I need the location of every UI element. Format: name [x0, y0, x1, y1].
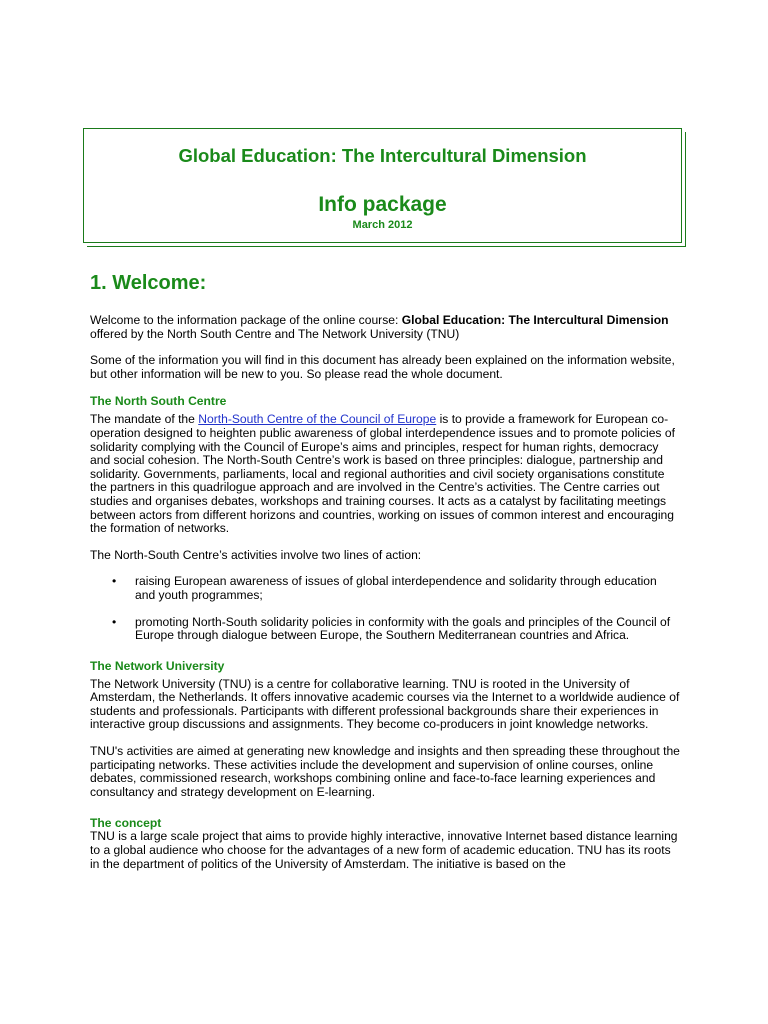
concept-paragraph: TNU is a large scale project that aims to provide highly interactive, innovative Internet based distance learning to a global audience who choose for the advantages of a new form of academic education. TNU has its roots in the department of politics of the University of Amsterdam. The initiative is based on the — [90, 829, 678, 871]
title-box — [83, 128, 682, 243]
north-south-mandate-paragraph — [90, 413, 680, 535]
list-item-text: promoting North-South solidarity policies in conformity with the goals and principles of the Council of Europe through dialogue between Europe, the Southern Mediterranean countries and Africa. — [135, 614, 671, 643]
lines-of-action-intro: The North-South Centre’s activities involve two lines of action: — [90, 547, 422, 562]
welcome-heading: 1. Welcome: — [90, 272, 207, 294]
course-title: Global Education: The Intercultural Dimension — [178, 145, 587, 166]
list-item-text: raising European awareness of issues of global interdependence and solidarity through education and youth programmes; — [135, 574, 657, 602]
bullet-icon: • — [112, 574, 117, 589]
welcome-intro-text: Welcome to the information package of the online course: — [90, 313, 402, 327]
welcome-course-name: Global Education: The Intercultural Dimension — [401, 313, 669, 327]
network-university-paragraph-1: The Network University (TNU) is a centre for collaborative learning. TNU is rooted in the University of Amsterdam, the Netherlands. It offers innovative academic courses via the Internet to a worldwide audience of students and professionals. Participants with different professional backgrounds share their experiences in interactive group discussions and assignments. They become co-producers in joint knowledge networks. — [90, 676, 680, 732]
lines-of-action-list — [90, 575, 680, 642]
welcome-paragraph-2: Some of the information you will find in this document has already been explained on the information website, but other information will be new to you. So please read the whole document. — [90, 353, 675, 381]
package-title: Info package — [318, 193, 447, 216]
document-body — [90, 270, 680, 871]
north-south-heading: The North South Centre — [90, 394, 227, 409]
mandate-text-rest: is to provide a framework for European co-operation designed to heighten public awareness of global interdependence issues and to promote policies of solidarity complying with the Council of Europe’s aims and principles, respect for human rights, democracy and social cohesion. The North-South Centre’s work is based on three principles: dialogue, partnership and solidarity. Governments, parliaments, local and regional authorities and civil society organisations constitute the partners in this quadrilogue approach and are involved in the Centre’s activities. The Centre carries out studies and organises debates, workshops and training courses. It acts as a catalyst by facilitating meetings between actors from different horizons and countries, working on issues of common interest and encouraging the formation of networks. — [90, 412, 675, 536]
welcome-intro-paragraph — [90, 314, 680, 341]
north-south-centre-link[interactable]: North-South Centre of the Council of Europe — [198, 412, 437, 427]
network-university-paragraph-2: TNU's activities are aimed at generating new knowledge and insights and then spreading these throughout the participating networks. These activities include the development and supervision of online courses, online debates, commissioned research, workshops combining online and face-to-face learning experiences and consultancy and strategy development on E-learning. — [90, 744, 680, 799]
package-date: March 2012 — [352, 219, 413, 231]
network-university-heading: The Network University — [90, 658, 225, 673]
mandate-text-start: The mandate of the — [90, 412, 199, 427]
list-item — [90, 575, 680, 602]
list-item — [90, 616, 680, 643]
welcome-intro-tail: offered by the North South Centre and The Network University (TNU) — [90, 326, 460, 341]
bullet-icon: • — [112, 614, 117, 629]
concept-heading: The concept — [90, 816, 162, 831]
